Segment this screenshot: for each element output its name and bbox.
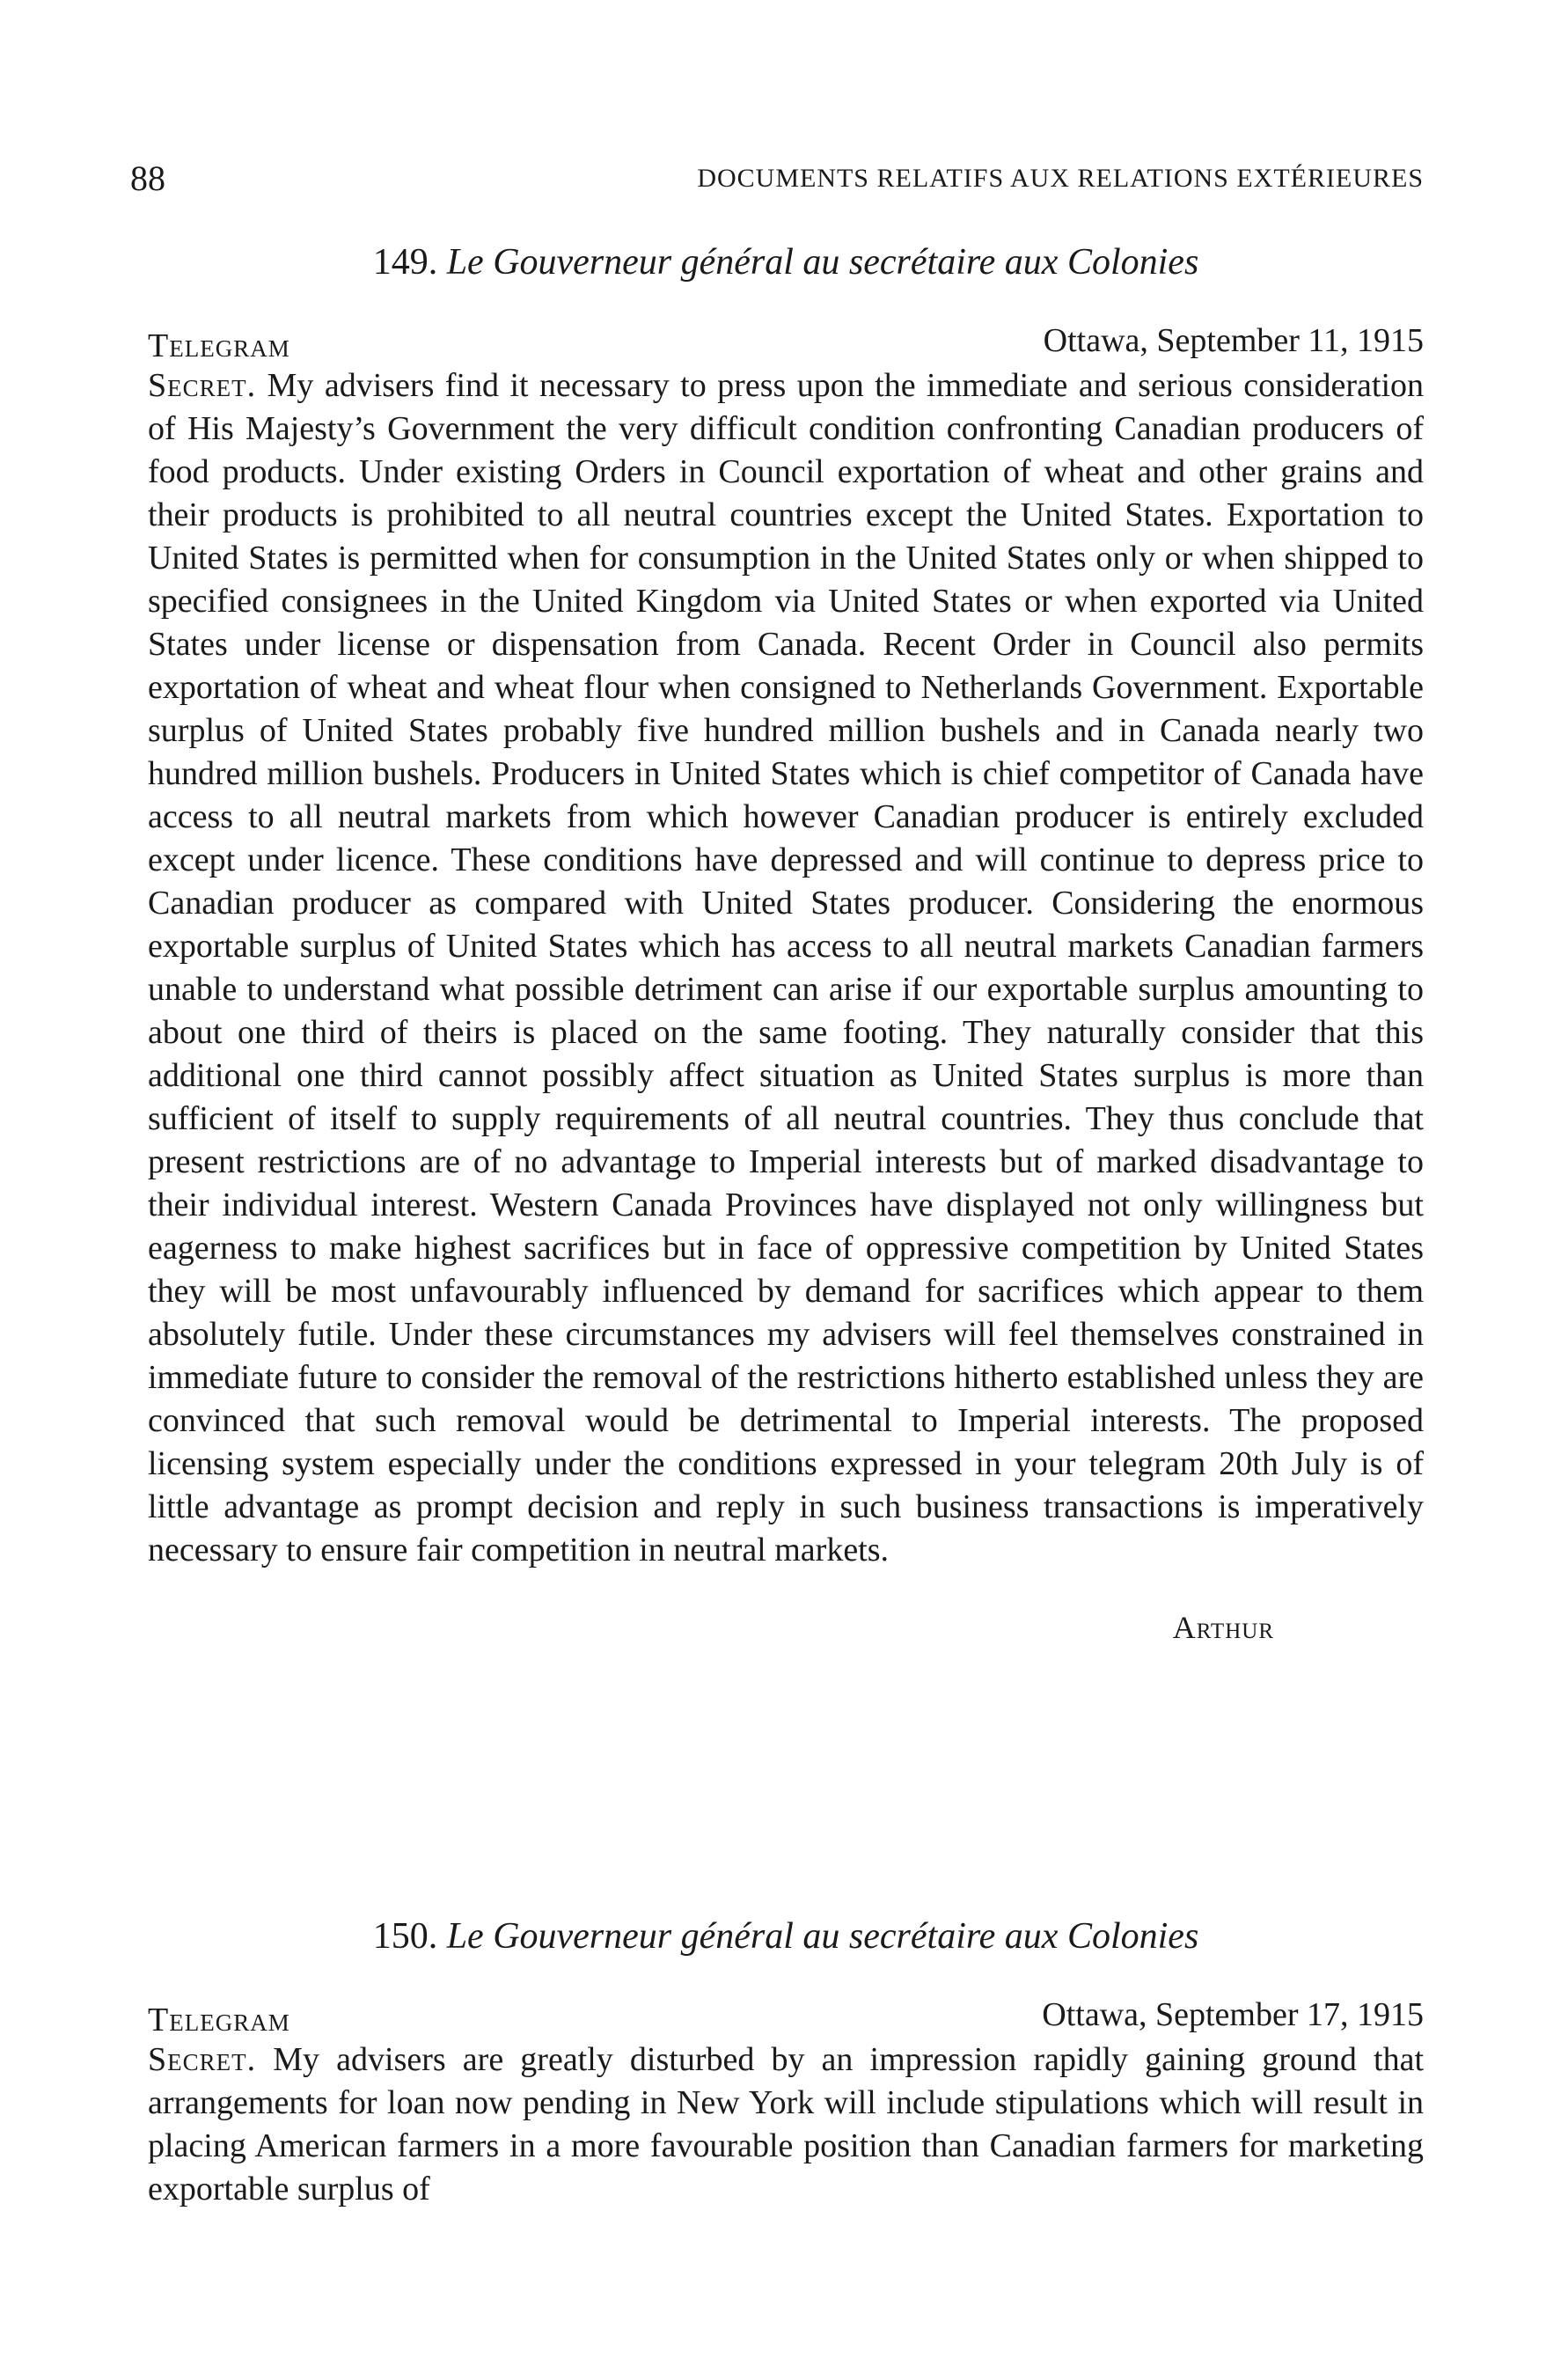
body-text: My advisers are greatly disturbed by an impression rapidly gaining ground that arrangements for loan now pending in New York will include stipulations which will result in placing American farmers in a more favourable position than Canadian farmers for marketing exportable surplus of: [148, 2041, 1425, 2207]
document-number: 149.: [372, 242, 438, 283]
document-body: [148, 364, 1424, 1572]
document-heading: [148, 238, 1424, 287]
document-meta: [148, 317, 1424, 364]
classification-lead: Secret.: [148, 2041, 257, 2078]
body-text: My advisers find it necessary to press upon the immediate and serious consideration of His Majesty’s Government the very difficult condition confronting Canadian producers of food products. Under existing Orders in Council exportation of wheat and other grains and their products is prohibited to all neutral countries except the United States. Exportation to United States is permitted when for consumption in the United States only or when shipped to specified consignees in the United Kingdom via United States or when exported via United States under license or dispensation from Canada. Recent Order in Council also permits exportation of wheat and wheat flour when consigned to Netherlands Government. Exportable surplus of United States probably five hundred million bushels and in Canada nearly two hundred million bushels. Producers in United States which is chief competitor of Canada have access to all neutral markets from which however Canadian producer is entirely excluded except under licence. These conditions have depressed and will continue to depress price to Canadian producer as compared with United States producer. Considering the enormous exportable surplus of United States which has access to all neutral markets Canadian farmers unable to understand what possible detriment can arise if our exportable surplus amounting to about one third of theirs is placed on the same footing. They naturally consider that this additional one third cannot possibly affect situation as United States surplus is more than sufficient of itself to supply requirements of all neutral countries. They thus conclude that present restrictions are of no advantage to Imperial interests but of marked disadvantage to their individual interest. Western Canada Provinces have displayed not only willingness but eagerness to make highest sacrifices but in face of oppressive competition by United States they will be most unfavourably influenced by demand for sacrifices which appear to them absolutely futile. Under these circumstances my advisers will feel themselves constrained in immediate future to consider the removal of the restrictions hitherto established unless they are convinced that such removal would be detrimental to Imperial interests. The proposed licensing system especially under the conditions expressed in your telegram 20th July is of little advantage as prompt decision and reply in such business transactions is imperatively necessary to ensure fair competition in neutral markets.: [148, 367, 1425, 1568]
place-date: Ottawa, September 17, 1915: [1042, 1996, 1424, 2033]
document-150: [148, 1912, 1424, 2211]
running-header: [130, 157, 1424, 201]
document-type: Telegram: [148, 2002, 290, 2038]
document-meta: [148, 1991, 1424, 2038]
place-date: Ottawa, September 11, 1915: [1043, 322, 1424, 359]
document-heading: [148, 1912, 1424, 1961]
classification-lead: Secret.: [148, 367, 257, 404]
document-title: Le Gouverneur général au secrétaire aux Colonies: [446, 242, 1199, 283]
running-title: DOCUMENTS RELATIFS AUX RELATIONS EXTÉRIEURES: [697, 164, 1424, 193]
document-149: [148, 238, 1424, 1649]
document-type: Telegram: [148, 327, 290, 364]
document-body: [148, 2038, 1424, 2211]
page-number: 88: [130, 158, 165, 198]
document-number: 150.: [372, 1916, 438, 1957]
document-title: Le Gouverneur général au secrétaire aux Colonies: [446, 1916, 1199, 1957]
signature: Arthur: [1172, 1610, 1274, 1645]
